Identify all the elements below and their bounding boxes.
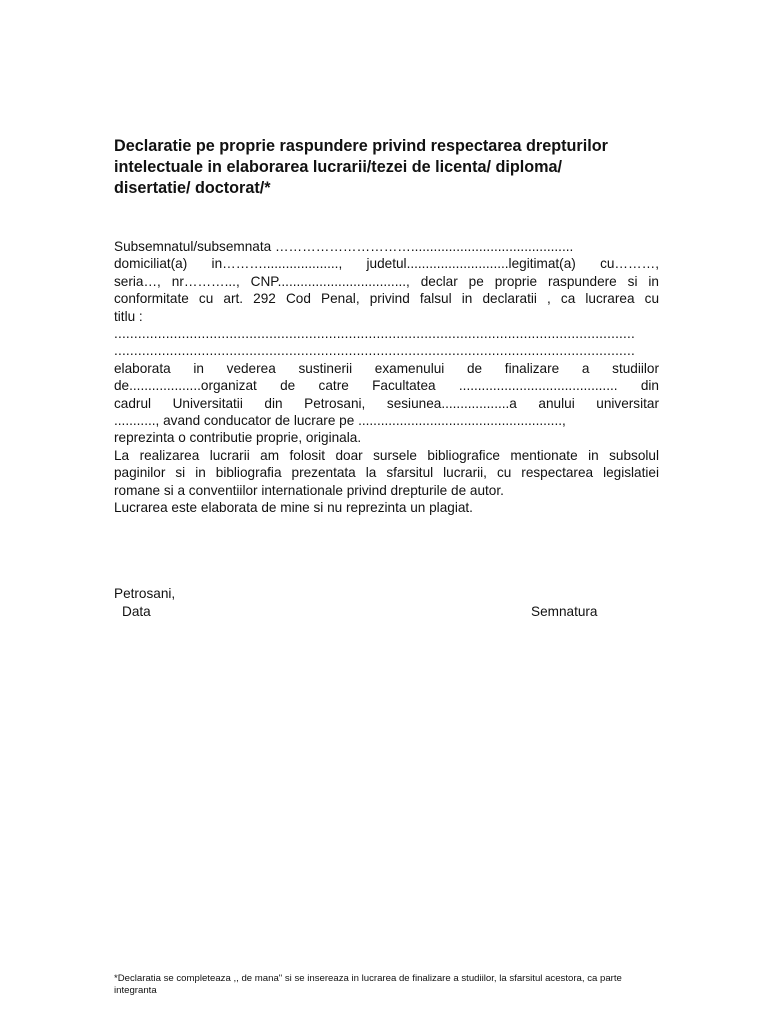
body-line-titlu: titlu : <box>114 308 143 324</box>
title-line-1: Declaratie pe proprie raspundere privind respectarea drepturilor <box>114 137 608 155</box>
title-line-2: intelectuale in elaborarea lucrarii/tezei de licenta/ diploma/ <box>114 158 563 176</box>
body-line-domiciliat: domiciliat(a) in………...................., judetul...........................legitimat(a) cu………, <box>114 256 659 272</box>
body-line-facultatea: de...................organizat de catre Facultatea .......................................... din <box>114 378 659 394</box>
body-line-title-blank-1: ................................................................................................................................... <box>114 326 635 342</box>
title-line-3: disertatie/ doctorat/* <box>114 179 271 197</box>
body-line-originala: reprezinta o contributie proprie, originala. <box>114 430 362 446</box>
body-line-subsemnatul: Subsemnatul/subsemnata …………………………........................................... <box>114 239 574 254</box>
body-line-bibliografia: paginilor si in bibliografia prezentata la sfarsitul lucrarii, cu respectarea legislatiei <box>114 465 659 481</box>
body-line-elaborata: elaborata in vederea sustinerii examenului de finalizare a studiilor <box>114 360 659 376</box>
body-line-universitatii: cadrul Universitatii din Petrosani, sesiunea..................a anului universitar <box>114 395 659 411</box>
declaration-title <box>114 136 674 199</box>
signature-label: Semnatura <box>531 604 598 619</box>
body-line-seria: seria…, nr………..., CNP.................................., declar pe proprie raspundere si in <box>114 273 659 289</box>
place-label: Petrosani, <box>114 586 176 601</box>
footnote: *Declaratia se completeaza ,, de mana" si se insereaza in lucrarea de finalizare a studiilor, la sfarsitul acestora, ca parte integranta <box>114 973 622 996</box>
body-line-title-blank-2: ................................................................................................................................... <box>114 343 635 359</box>
date-label: Data <box>122 604 151 619</box>
declaration-body <box>114 238 659 517</box>
body-line-plagiat: Lucrarea este elaborata de mine si nu reprezinta un plagiat. <box>114 500 473 516</box>
body-line-conformitate: conformitate cu art. 292 Cod Penal, privind falsul in declaratii , ca lucrarea cu <box>114 291 659 307</box>
body-line-conducator: ..........., avand conducator de lucrare pe ......................................................, <box>114 413 566 429</box>
body-line-realizarea: La realizarea lucrarii am folosit doar sursele bibliografice mentionate in subsolul <box>114 447 659 463</box>
body-line-conventiilor: romane si a conventiilor internationale privind drepturile de autor. <box>114 482 504 498</box>
